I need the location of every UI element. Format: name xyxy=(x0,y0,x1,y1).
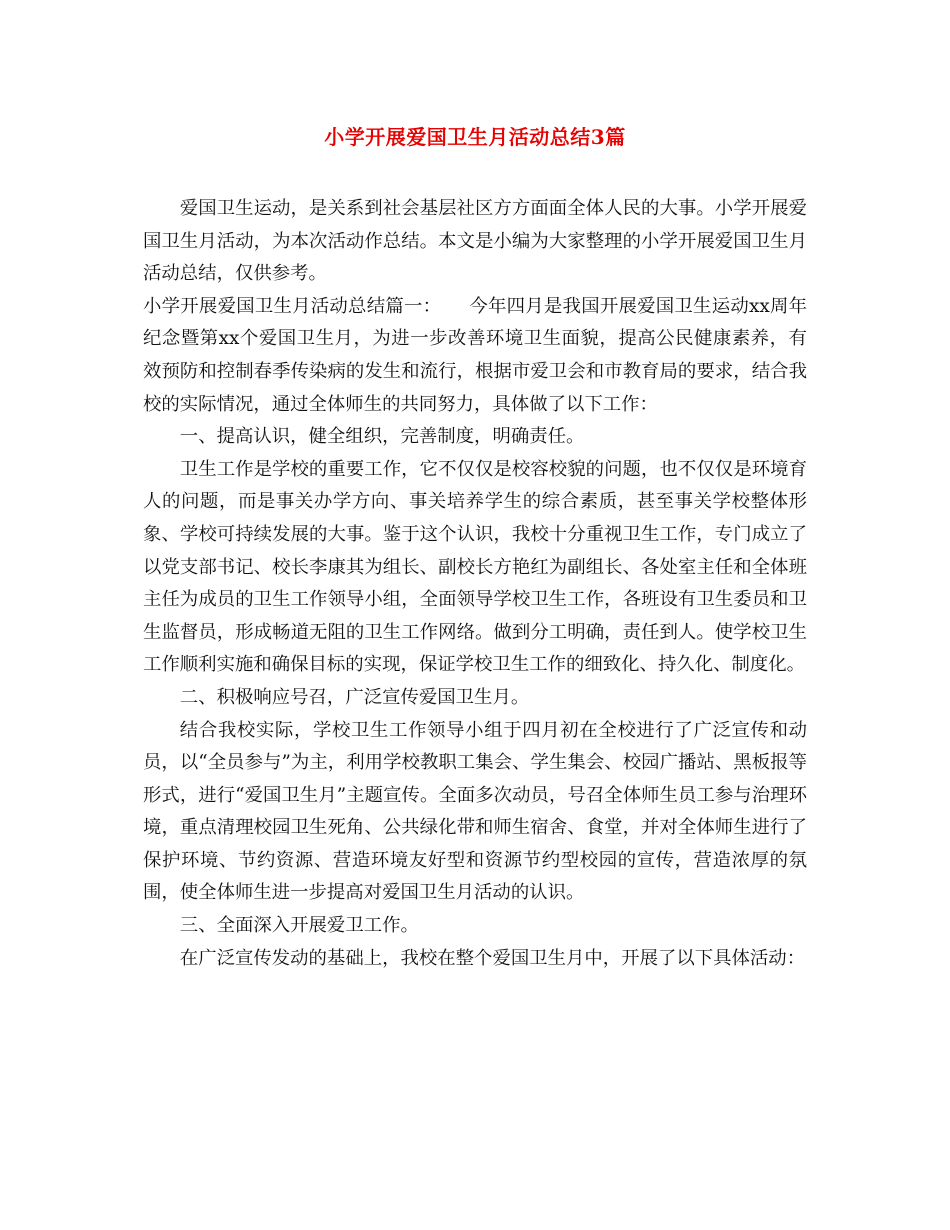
section-1-paragraph: 卫生工作是学校的重要工作，它不仅仅是校容校貌的问题，也不仅仅是环境育人的问题，而是事关办学方向、事关培养学生的综合素质，甚至事关学校整体形象、学校可持续发展的大事。鉴于这个认识，我校十分重视卫生工作，专门成立了以党支部书记、校长李康其为组长、副校长方艳红为副组长、各处室主任和全体班主任为成员的卫生工作领导小组，全面领导学校卫生工作，各班设有卫生委员和卫生监督员，形成畅道无阻的卫生工作网络。做到分工明确，责任到人。使学校卫生工作顺利实施和确保目标的实现，保证学校卫生工作的细致化、持久化、制度化。 xyxy=(143,458,807,676)
document-body xyxy=(143,193,807,975)
intro-paragraph: 爱国卫生运动，是关系到社会基层社区方方面面全体人民的大事。小学开展爱国卫生月活动，为本次活动作总结。本文是小编为大家整理的小学开展爱国卫生月活动总结，仅供参考。 xyxy=(143,198,807,285)
section-2-paragraph: 结合我校实际，学校卫生工作领导小组于四月初在全校进行了广泛宣传和动员，以“全员参与”为主，利用学校教职工集会、学生集会、校园广播站、黑板报等形式，进行“爱国卫生月”主题宣传。全面多次动员，号召全体师生员工参与治理环境，重点清理校园卫生死角、公共绿化带和师生宿舍、食堂，并对全体师生进行了保护环境、节约资源、营造环境友好型和资源节约型校园的宣传，营造浓厚的氛围，使全体师生进一步提高对爱国卫生月活动的认识。 xyxy=(143,719,807,904)
section-heading-3: 三、全面深入开展爱卫工作。 xyxy=(179,915,419,937)
section-3-paragraph: 在广泛宣传发动的基础上，我校在整个爱国卫生月中，开展了以下具体活动： xyxy=(179,947,806,969)
section-heading-1: 一、提高认识，健全组织，完善制度，明确责任。 xyxy=(179,426,585,448)
part-one-opening-paragraph: 小学开展爱国卫生月活动总结篇一： 今年四月是我国开展爱国卫生运动xx周年纪念暨第xx个爱国卫生月，为进一步改善环境卫生面貌，提高公民健康素养，有效预防和控制春季传染病的发生和流行，根据市爱卫会和市教育局的要求，结合我校的实际情况，通过全体师生的共同努力，具体做了以下工作： xyxy=(143,295,807,415)
section-heading-2: 二、积极响应号召，广泛宣传爱国卫生月。 xyxy=(179,686,530,708)
document-title: 小学开展爱国卫生月活动总结3篇 xyxy=(324,125,626,149)
